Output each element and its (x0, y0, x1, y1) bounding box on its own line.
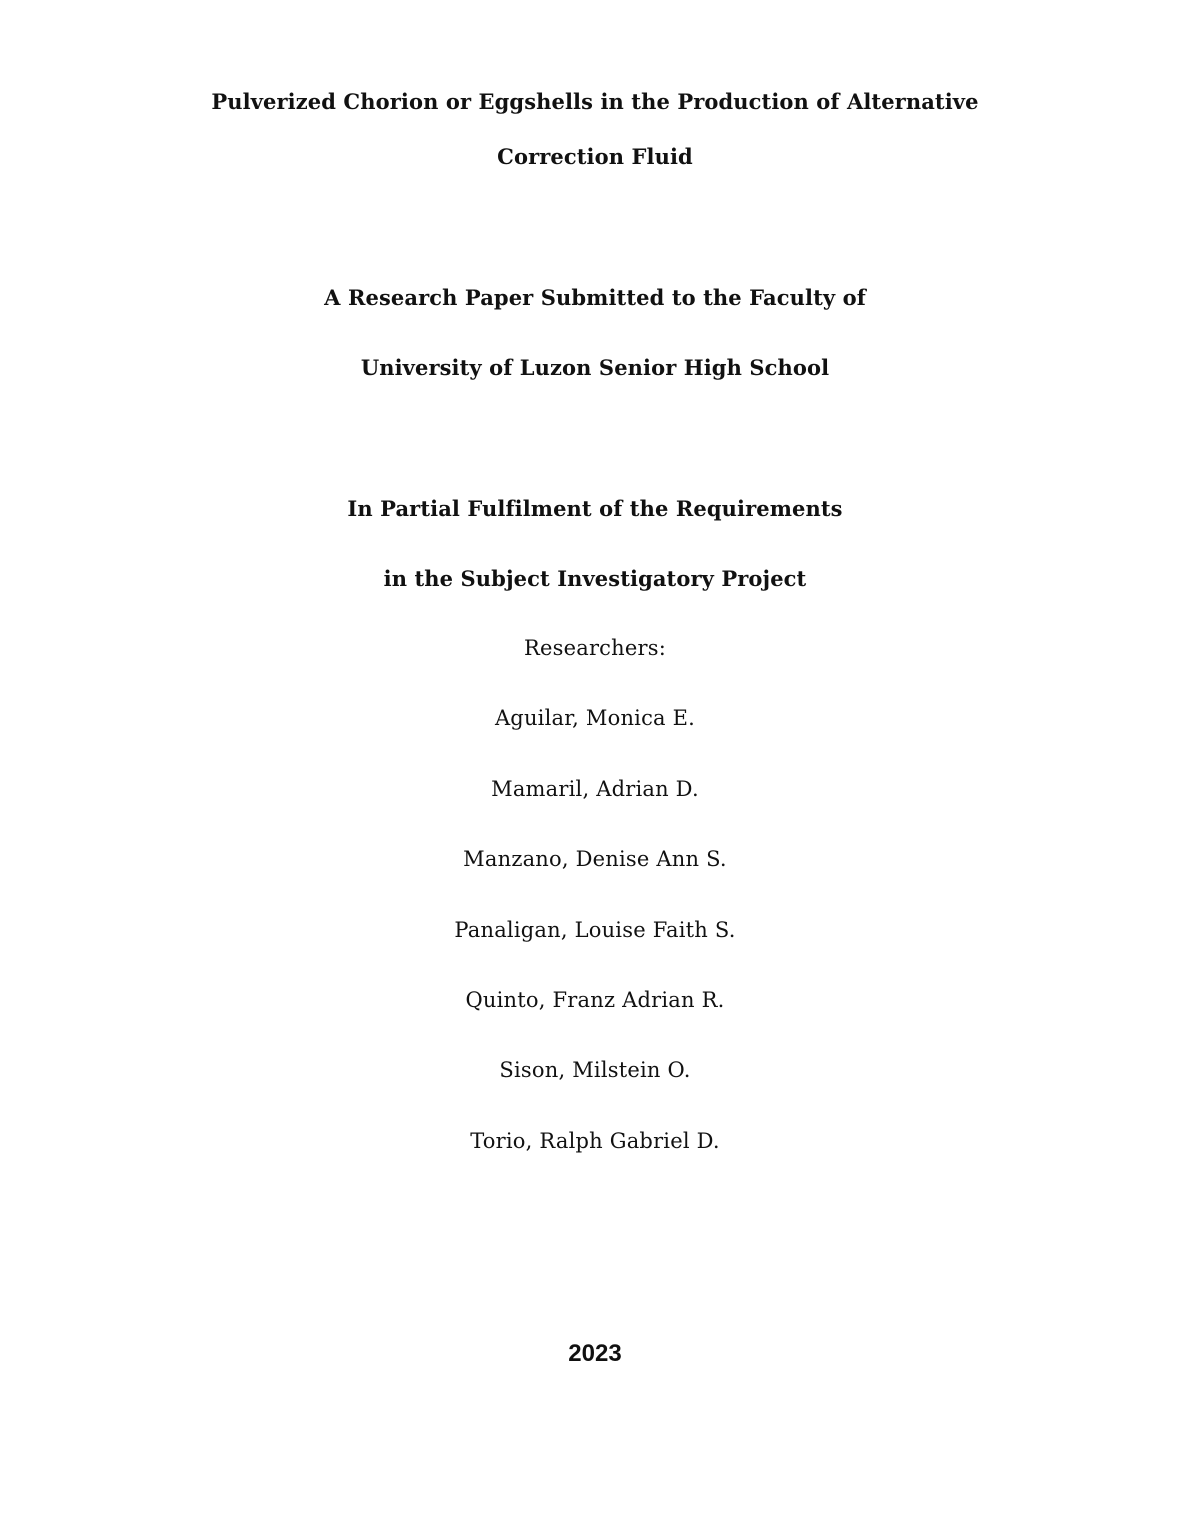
requirement-line-2: in the Subject Investigatory Project (383, 566, 807, 591)
researcher-name: Quinto, Franz Adrian R. (465, 988, 725, 1012)
researcher-name: Sison, Milstein O. (499, 1058, 691, 1082)
researcher-name: Aguilar, Monica E. (494, 706, 696, 730)
submission-line-1: A Research Paper Submitted to the Faculty of (324, 285, 866, 310)
researcher-name: Manzano, Denise Ann S. (463, 847, 727, 871)
researcher-name: Panaligan, Louise Faith S. (454, 918, 736, 942)
researcher-name: Torio, Ralph Gabriel D. (470, 1129, 720, 1153)
paper-title-line-2: Correction Fluid (497, 144, 693, 169)
submission-line-2: University of Luzon Senior High School (360, 355, 830, 380)
researcher-name: Mamaril, Adrian D. (491, 777, 699, 801)
requirement-line-1: In Partial Fulfilment of the Requirements (347, 496, 843, 521)
researchers-label: Researchers: (523, 636, 666, 660)
paper-title-line-1: Pulverized Chorion or Eggshells in the Production of Alternative (211, 89, 979, 114)
submission-year: 2023 (568, 1340, 622, 1367)
